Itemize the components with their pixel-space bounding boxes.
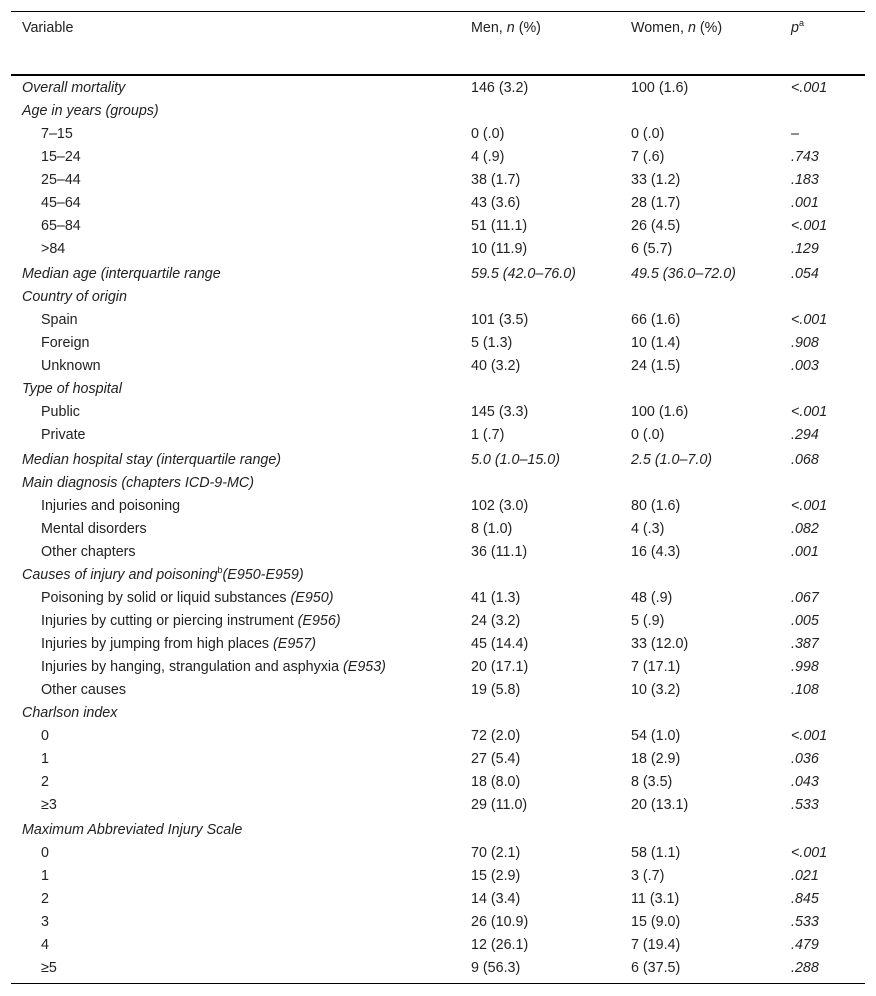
cell-women: 7 (19.4)	[631, 937, 681, 953]
cell-variable	[22, 725, 49, 748]
cell-men: 146 (3.2)	[471, 80, 529, 96]
cell-women: 49.5 (36.0–72.0)	[631, 266, 736, 282]
header-p	[791, 20, 804, 36]
table-row	[11, 261, 865, 286]
icd-code: (E950)	[290, 590, 334, 606]
cell-women: 20 (13.1)	[631, 797, 689, 813]
cell-women: 26 (4.5)	[631, 218, 681, 234]
cell-men: 14 (3.4)	[471, 891, 521, 907]
cell-p: <.001	[791, 404, 828, 420]
cell-p: .533	[791, 914, 819, 930]
cell-variable-text: ≥5	[41, 960, 57, 976]
header-variable: Variable	[22, 20, 74, 36]
header-women-pre: Women,	[631, 20, 688, 36]
cell-variable	[22, 123, 73, 146]
cell-women: 33 (1.2)	[631, 172, 681, 188]
header-women-n: n	[687, 20, 696, 36]
cell-variable-text: Other chapters	[41, 544, 136, 560]
cell-men: 36 (11.1)	[471, 544, 528, 560]
cell-variable-text: 1	[41, 751, 49, 767]
header-men-post: (%)	[514, 20, 541, 36]
cell-women: 4 (.3)	[631, 521, 665, 537]
table-row	[11, 215, 865, 238]
cell-variable-text: ≥3	[41, 797, 57, 813]
cell-women: 6 (37.5)	[631, 960, 681, 976]
cell-variable-text: Charlson index	[22, 705, 118, 721]
cell-p: .183	[791, 172, 819, 188]
table-row	[11, 495, 865, 518]
cell-p: .533	[791, 797, 819, 813]
cell-variable	[22, 238, 65, 261]
cell-p: .068	[791, 452, 819, 468]
table-row	[11, 911, 865, 934]
table-row	[11, 842, 865, 865]
cell-variable	[22, 100, 159, 123]
cell-variable-text: Private	[41, 427, 86, 443]
table-row	[11, 679, 865, 702]
cell-variable	[22, 355, 101, 378]
cell-women: 80 (1.6)	[631, 498, 681, 514]
cell-men: 102 (3.0)	[471, 498, 529, 514]
cell-variable	[22, 610, 341, 633]
table-row	[11, 541, 865, 564]
cell-men: 43 (3.6)	[471, 195, 521, 211]
cell-variable-text: Injuries by cutting or piercing instrument	[41, 613, 298, 629]
table-row	[11, 238, 865, 261]
cell-variable-text: 15–24	[41, 149, 81, 165]
cell-variable	[22, 679, 126, 702]
cell-men: 0 (.0)	[471, 126, 505, 142]
cell-p: –	[791, 126, 799, 142]
cell-variable-text: Overall mortality	[22, 80, 126, 96]
cell-women: 18 (2.9)	[631, 751, 681, 767]
cell-variable	[22, 472, 254, 495]
table-row	[11, 401, 865, 424]
table-row	[11, 702, 865, 725]
cell-women: 48 (.9)	[631, 590, 673, 606]
cell-men: 41 (1.3)	[471, 590, 521, 606]
cell-women: 33 (12.0)	[631, 636, 689, 652]
cell-women: 28 (1.7)	[631, 195, 681, 211]
cell-variable-text: Main diagnosis (chapters ICD-9-MC)	[22, 475, 254, 491]
cell-variable-text: Injuries by hanging, strangulation and asphyxia	[41, 659, 344, 675]
cell-p: <.001	[791, 845, 828, 861]
cell-variable-text: Unknown	[41, 358, 101, 374]
cell-women: 66 (1.6)	[631, 312, 681, 328]
cell-p: .067	[791, 590, 819, 606]
table-row	[11, 934, 865, 957]
cell-p: .036	[791, 751, 819, 767]
cell-p: .387	[791, 636, 819, 652]
cell-variable-text: 7–15	[41, 126, 73, 142]
cell-variable	[22, 495, 180, 518]
header-women	[631, 20, 722, 36]
cell-variable	[22, 146, 81, 169]
cell-women: 10 (3.2)	[631, 682, 681, 698]
cell-variable-text: Maximum Abbreviated Injury Scale	[22, 822, 243, 838]
cell-variable	[22, 541, 136, 564]
cell-variable	[22, 888, 49, 911]
icd-code: (E956)	[297, 613, 341, 629]
cell-variable-text: Foreign	[41, 335, 90, 351]
cell-men: 27 (5.4)	[471, 751, 521, 767]
cell-men: 72 (2.0)	[471, 728, 521, 744]
cell-men: 12 (26.1)	[471, 937, 529, 953]
cell-p: <.001	[791, 312, 828, 328]
table-row	[11, 169, 865, 192]
cell-variable-text: Injuries by jumping from high places	[41, 636, 274, 652]
icd-code: (E953)	[343, 659, 386, 675]
cell-variable	[22, 286, 127, 309]
cell-variable	[22, 309, 78, 332]
cell-variable	[22, 192, 81, 215]
cell-p: .001	[791, 195, 819, 211]
cell-variable	[22, 911, 49, 934]
cell-men: 26 (10.9)	[471, 914, 529, 930]
cell-p: .908	[791, 335, 819, 351]
cell-women: 54 (1.0)	[631, 728, 681, 744]
cell-men: 5 (1.3)	[471, 335, 513, 351]
cell-variable	[22, 332, 89, 355]
cell-p: .845	[791, 891, 819, 907]
table-row	[11, 447, 865, 472]
cell-p: .082	[791, 521, 819, 537]
cell-p: .054	[791, 266, 819, 282]
cell-variable-text: 1	[41, 868, 49, 884]
cell-men: 9 (56.3)	[471, 960, 521, 976]
cell-variable-text: Injuries and poisoning	[41, 498, 181, 514]
cell-women: 15 (9.0)	[631, 914, 681, 930]
header-men-pre: Men,	[471, 20, 507, 36]
cell-men: 40 (3.2)	[471, 358, 521, 374]
table-row	[11, 77, 865, 100]
cell-p: .743	[791, 149, 819, 165]
table-row	[11, 610, 865, 633]
cell-variable	[22, 215, 81, 238]
table-body	[11, 76, 865, 983]
cell-variable-text: 0	[41, 845, 49, 861]
cell-women: 0 (.0)	[631, 126, 665, 142]
cell-men: 38 (1.7)	[471, 172, 521, 188]
cell-men: 59.5 (42.0–76.0)	[471, 266, 576, 282]
cell-women: 2.5 (1.0–7.0)	[631, 452, 713, 468]
table-row	[11, 865, 865, 888]
table-row	[11, 123, 865, 146]
cell-variable	[22, 817, 242, 844]
cell-men: 8 (1.0)	[471, 521, 513, 537]
cell-variable-text: 3	[41, 914, 49, 930]
cell-variable	[22, 842, 49, 865]
cell-variable-text: Country of origin	[22, 289, 127, 305]
cell-women: 10 (1.4)	[631, 335, 681, 351]
cell-variable	[22, 934, 49, 957]
table-row	[11, 424, 865, 447]
table-row	[11, 378, 865, 401]
cell-women: 100 (1.6)	[631, 404, 689, 420]
cell-women: 24 (1.5)	[631, 358, 681, 374]
table-row	[11, 332, 865, 355]
cell-variable	[22, 424, 86, 447]
cell-men: 51 (11.1)	[471, 218, 528, 234]
cell-variable-text: Other causes	[41, 682, 127, 698]
cell-women: 3 (.7)	[631, 868, 665, 884]
cell-women: 5 (.9)	[631, 613, 665, 629]
cell-p: .129	[791, 241, 819, 257]
table-row	[11, 309, 865, 332]
table-row	[11, 771, 865, 794]
cell-variable-text: Type of hospital	[22, 381, 122, 397]
cell-p: .003	[791, 358, 819, 374]
cell-variable	[22, 771, 49, 794]
cell-women: 100 (1.6)	[631, 80, 689, 96]
cell-variable-text: Poisoning by solid or liquid substances	[41, 590, 291, 606]
cell-women: 16 (4.3)	[631, 544, 681, 560]
cell-p: .108	[791, 682, 819, 698]
cell-variable-text: 2	[41, 774, 49, 790]
cell-men: 1 (.7)	[471, 427, 505, 443]
table-row	[11, 725, 865, 748]
cell-variable-text: 4	[41, 937, 49, 953]
table-row	[11, 472, 865, 495]
header-p-letter: p	[791, 20, 799, 36]
cell-men: 15 (2.9)	[471, 868, 521, 884]
cell-men: 4 (.9)	[471, 149, 505, 165]
cell-variable	[22, 633, 316, 656]
table-row	[11, 100, 865, 123]
cell-p: <.001	[791, 218, 828, 234]
cell-variable-text: >84	[41, 241, 66, 257]
cell-variable	[22, 169, 81, 192]
cell-men: 29 (11.0)	[471, 797, 528, 813]
cell-men: 24 (3.2)	[471, 613, 521, 629]
cell-women: 8 (3.5)	[631, 774, 673, 790]
cell-women: 7 (.6)	[631, 149, 665, 165]
cell-variable-text: Causes of injury and poisoning	[22, 567, 218, 583]
cell-women: 6 (5.7)	[631, 241, 673, 257]
cell-variable-text: 0	[41, 728, 49, 744]
cell-variable-text: 2	[41, 891, 49, 907]
cell-p: <.001	[791, 728, 828, 744]
footnote-marker: b	[217, 565, 223, 575]
cell-variable-suffix: (E950-E959)	[222, 567, 304, 583]
cell-men: 20 (17.1)	[471, 659, 529, 675]
table-header	[11, 12, 865, 74]
cell-men: 145 (3.3)	[471, 404, 529, 420]
cell-variable-text: 45–64	[41, 195, 81, 211]
cell-men: 70 (2.1)	[471, 845, 521, 861]
cell-variable	[22, 518, 147, 541]
cell-p: .288	[791, 960, 819, 976]
cell-men: 18 (8.0)	[471, 774, 521, 790]
cell-p: <.001	[791, 80, 828, 96]
cell-p: .479	[791, 937, 819, 953]
cell-variable	[22, 702, 117, 725]
cell-variable	[22, 794, 57, 817]
cell-p: .998	[791, 659, 819, 675]
table-row	[11, 286, 865, 309]
table-row	[11, 518, 865, 541]
data-table	[11, 11, 865, 984]
cell-men: 5.0 (1.0–15.0)	[471, 452, 561, 468]
cell-variable-text: Median hospital stay (interquartile range)	[22, 452, 282, 468]
cell-women: 7 (17.1)	[631, 659, 681, 675]
cell-variable	[22, 447, 281, 474]
table-row	[11, 794, 865, 817]
table-row	[11, 192, 865, 215]
cell-variable	[22, 587, 333, 610]
cell-variable	[22, 261, 221, 288]
cell-women: 58 (1.1)	[631, 845, 681, 861]
cell-women: 0 (.0)	[631, 427, 665, 443]
cell-variable-text: Spain	[41, 312, 78, 328]
header-women-post: (%)	[695, 20, 723, 36]
table-row	[11, 957, 865, 980]
cell-variable-text: Mental disorders	[41, 521, 147, 537]
table-row	[11, 355, 865, 378]
cell-p: <.001	[791, 498, 828, 514]
cell-p: .294	[791, 427, 819, 443]
cell-p: .005	[791, 613, 819, 629]
cell-variable	[22, 401, 80, 424]
cell-p: .021	[791, 868, 819, 884]
cell-men: 10 (11.9)	[471, 241, 528, 257]
cell-men: 45 (14.4)	[471, 636, 529, 652]
cell-men: 101 (3.5)	[471, 312, 529, 328]
cell-variable-text: Age in years (groups)	[22, 103, 159, 119]
cell-variable	[22, 748, 49, 771]
table-row	[11, 587, 865, 610]
table-row	[11, 888, 865, 911]
cell-men: 19 (5.8)	[471, 682, 521, 698]
table-row	[11, 817, 865, 842]
cell-variable	[22, 865, 49, 888]
header-men-n: n	[506, 20, 515, 36]
cell-variable-text: Public	[41, 404, 80, 420]
table-row	[11, 656, 865, 679]
cell-variable-text: 25–44	[41, 172, 81, 188]
table-row	[11, 748, 865, 771]
cell-variable	[22, 77, 125, 100]
table-row	[11, 633, 865, 656]
cell-variable	[22, 656, 386, 679]
cell-women: 11 (3.1)	[631, 891, 680, 907]
cell-variable	[22, 957, 57, 980]
cell-p: .001	[791, 544, 819, 560]
cell-variable-text: Median age (interquartile range	[22, 266, 221, 282]
cell-p: .043	[791, 774, 819, 790]
table-bottom-rule	[11, 983, 865, 984]
icd-code: (E957)	[273, 636, 316, 652]
cell-variable	[22, 378, 122, 401]
table-row	[11, 146, 865, 169]
cell-variable-text: 65–84	[41, 218, 81, 234]
cell-variable	[22, 564, 304, 587]
header-men	[471, 20, 541, 36]
table-row	[11, 564, 865, 587]
header-p-sup: a	[798, 18, 804, 28]
